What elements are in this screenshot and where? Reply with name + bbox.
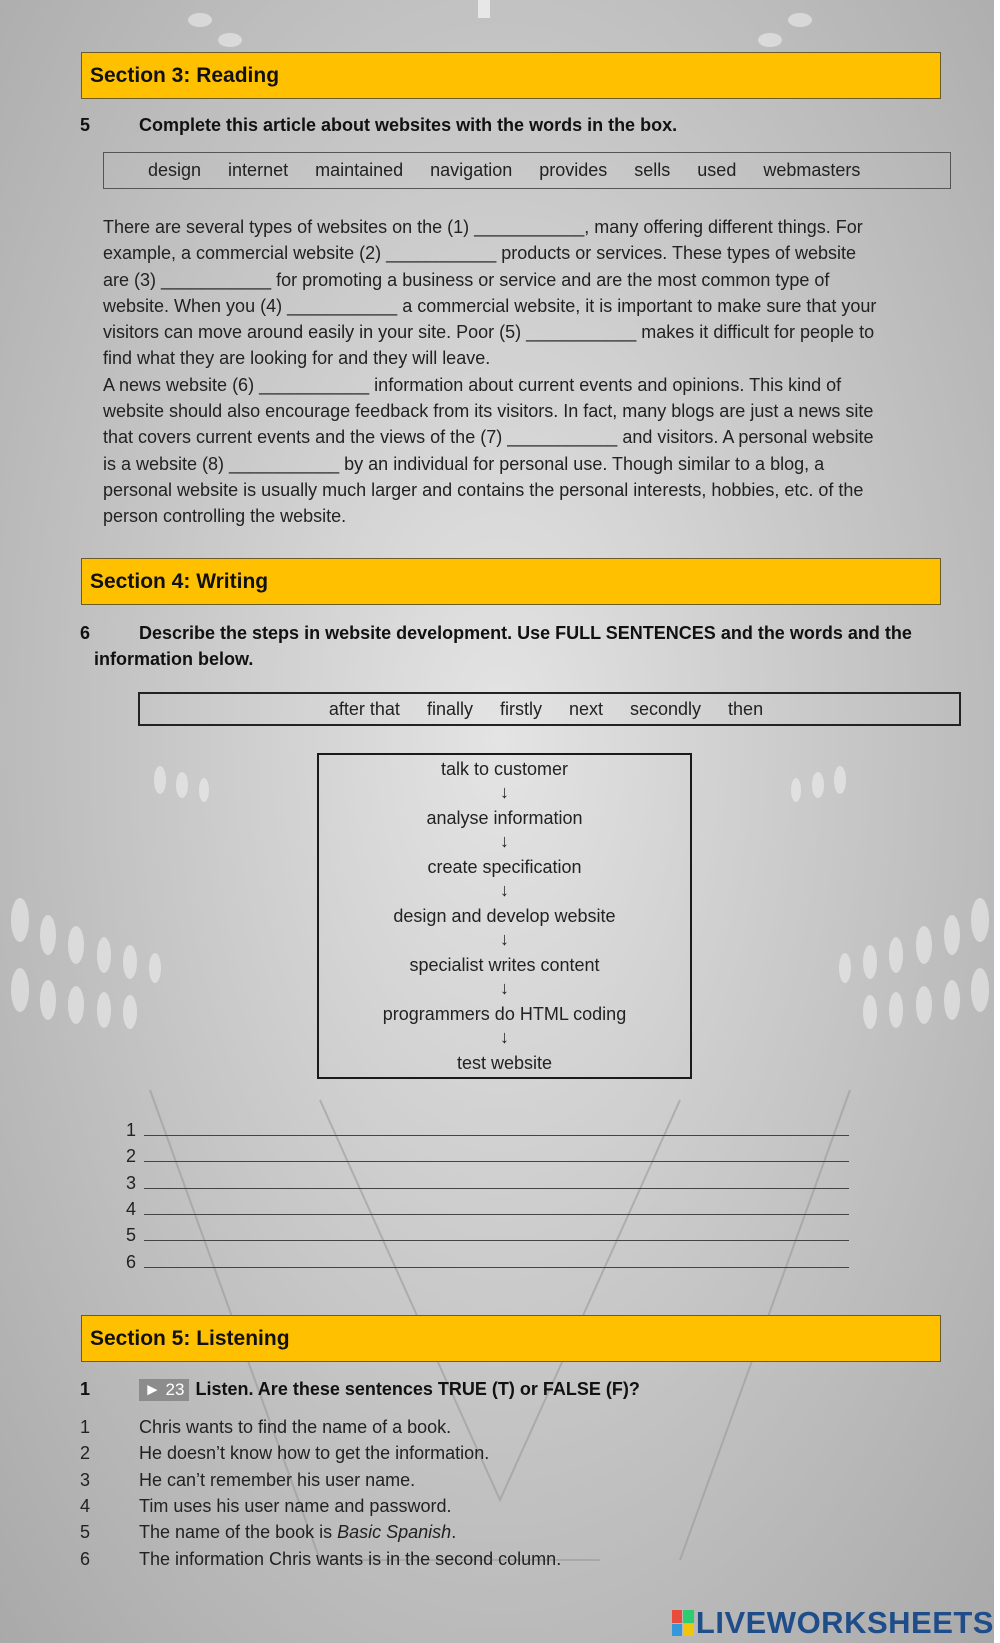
answer-line-number: 4: [126, 1198, 137, 1219]
answer-line-input[interactable]: [144, 1161, 849, 1162]
flow-step: analyse information: [426, 808, 583, 828]
down-arrow-icon: ↓: [500, 1027, 509, 1047]
article-line: website should also encourage feedback from its visitors. In fact, many blogs are just a news site: [103, 401, 874, 422]
answer-line-number: 6: [126, 1251, 137, 1272]
flow-step: programmers do HTML coding: [382, 1004, 627, 1024]
article-line: person controlling the website.: [103, 506, 347, 527]
answer-line: [126, 1199, 136, 1220]
answer-line-input[interactable]: [144, 1267, 849, 1268]
book-title: Basic Spanish: [337, 1522, 452, 1543]
article-line: are (3) ___________ for promoting a business or service and are the most common type of: [103, 269, 830, 290]
statement-number: 6: [80, 1548, 91, 1569]
statement-text: He can’t remember his user name.: [139, 1469, 416, 1490]
statement-number: 2: [80, 1443, 91, 1464]
statement-number: 3: [80, 1469, 91, 1490]
article-line: personal website is usually much larger and contains the personal interests, hobbies, etc. of the: [103, 479, 864, 500]
flow-step: design and develop website: [393, 906, 616, 926]
reading-article: [103, 214, 953, 530]
task-number: 6: [80, 623, 91, 643]
page-edge: [994, 0, 1000, 1643]
article-line: A news website (6) ___________ information about current events and opinions. This kind of: [103, 374, 842, 395]
word-box-item: maintained: [315, 160, 404, 180]
task-text-line-1: Describe the steps in website development. Use FULL SENTENCES and the words and the: [139, 623, 912, 643]
down-arrow-icon: ↓: [500, 880, 509, 900]
word-box-item: internet: [228, 160, 289, 180]
answer-line-input[interactable]: [144, 1240, 849, 1241]
word-box-item: provides: [539, 160, 608, 180]
statement-number: 5: [80, 1522, 91, 1543]
answer-line: [126, 1120, 136, 1141]
section-3-header: [81, 52, 941, 99]
task-text-line-2: information below.: [94, 649, 254, 669]
statement-number: 1: [80, 1417, 91, 1437]
statement-text: Chris wants to find the name of a book.: [139, 1417, 452, 1437]
answer-line-number: 5: [126, 1225, 137, 1246]
word-box-item: then: [728, 698, 764, 719]
flow-diagram: [317, 753, 692, 1079]
article-line: that covers current events and the views of the (7) ___________ and visitors. A personal website: [103, 427, 874, 448]
article-line: find what they are looking for and they will leave.: [103, 348, 491, 369]
word-box-item: next: [568, 698, 603, 719]
liveworksheets-logo: [672, 1605, 994, 1641]
task-number: 1: [80, 1379, 91, 1399]
task-text: Complete this article about websites with the words in the box.: [139, 115, 678, 135]
answer-line: [126, 1225, 136, 1246]
answer-line-input[interactable]: [144, 1188, 849, 1189]
answer-line: [126, 1146, 136, 1167]
section-4-header: [81, 558, 941, 605]
down-arrow-icon: ↓: [500, 929, 509, 949]
logo-mark-icon: [672, 1610, 694, 1636]
word-box-writing: [138, 692, 961, 726]
audio-track-badge[interactable]: ► 23: [139, 1379, 189, 1401]
word-box-item: webmasters: [763, 160, 861, 180]
statement-text: Tim uses his user name and password.: [139, 1495, 452, 1516]
flow-step: create specification: [427, 857, 582, 877]
answer-line-number: 3: [126, 1172, 137, 1193]
flow-step: talk to customer: [440, 759, 569, 779]
word-box-item: secondly: [630, 698, 702, 719]
word-box-item: sells: [634, 160, 671, 180]
article-line: There are several types of websites on the (1) ___________, many offering different things. For: [103, 217, 863, 237]
task-number: 5: [80, 115, 91, 135]
word-box-reading: [103, 152, 951, 189]
down-arrow-icon: ↓: [500, 831, 509, 851]
word-box-item: after that: [328, 698, 400, 719]
answer-line: [126, 1252, 136, 1273]
word-box-item: used: [697, 160, 737, 180]
task-text: Listen. Are these sentences TRUE (T) or FALSE (F)?: [195, 1379, 640, 1399]
statement-text: The information Chris wants is in the second column.: [139, 1548, 562, 1569]
logo-text: LIVEWORKSHEETS: [695, 1605, 994, 1640]
down-arrow-icon: ↓: [500, 782, 509, 802]
statement-text: The name of the book is Basic Spanish.: [139, 1522, 457, 1543]
flow-step: test website: [456, 1053, 553, 1073]
word-box-item: finally: [426, 698, 473, 719]
answer-line-input[interactable]: [144, 1135, 849, 1136]
article-line: example, a commercial website (2) ___________ products or services. These types of website: [103, 243, 857, 264]
statement-number: 4: [80, 1495, 91, 1516]
article-line: visitors can move around easily in your site. Poor (5) ___________ makes it difficult for people to: [103, 322, 875, 343]
section-5-header: [81, 1315, 941, 1362]
article-line: is a website (8) ___________ by an individual for personal use. Though similar to a blog, a: [103, 453, 825, 474]
answer-line-input[interactable]: [144, 1214, 849, 1215]
word-box-item: navigation: [430, 160, 513, 180]
answer-line: [126, 1173, 136, 1194]
section-3-title: Section 3: Reading: [90, 63, 280, 87]
down-arrow-icon: ↓: [500, 978, 509, 998]
section-5-title: Section 5: Listening: [90, 1326, 290, 1350]
statement-text: He doesn’t know how to get the information.: [139, 1443, 490, 1464]
section-4-title: Section 4: Writing: [90, 569, 269, 593]
flow-step: specialist writes content: [409, 955, 600, 975]
answer-line-number: 1: [126, 1120, 137, 1140]
word-box-item: firstly: [499, 698, 542, 719]
answer-line-number: 2: [126, 1146, 137, 1167]
word-box-item: design: [148, 160, 202, 180]
article-line: website. When you (4) ___________ a commercial website, it is important to make sure that your: [103, 295, 877, 316]
